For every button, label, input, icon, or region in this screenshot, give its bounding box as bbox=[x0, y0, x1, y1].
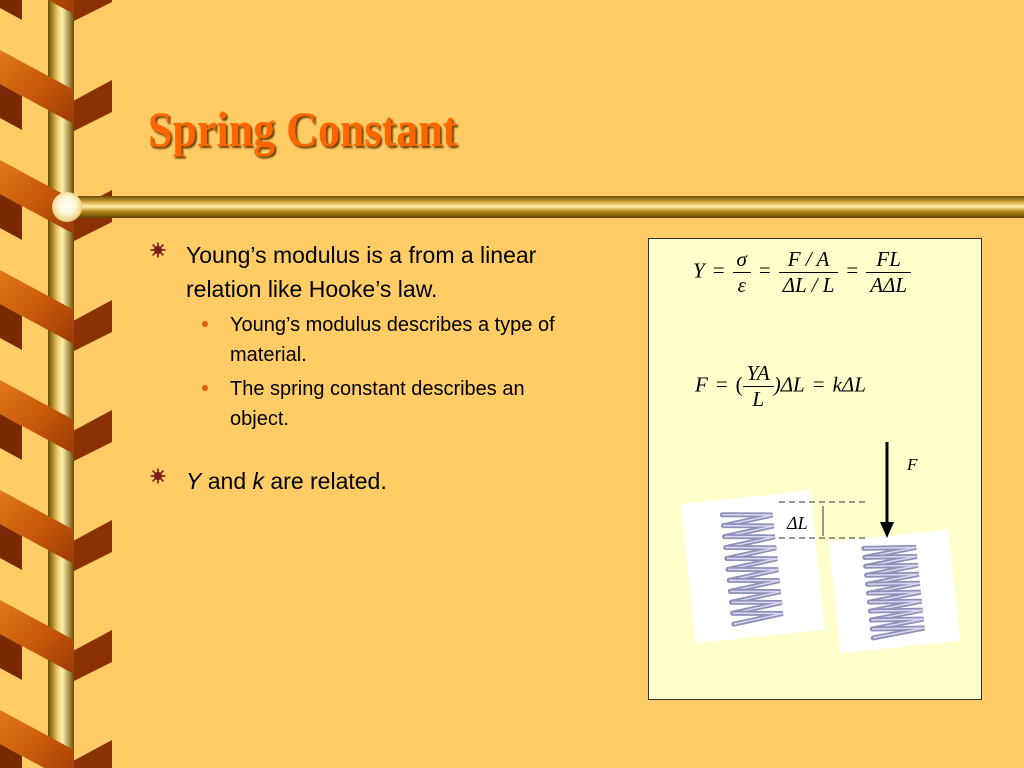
bullet-item bbox=[150, 238, 570, 306]
bullet-list bbox=[150, 238, 570, 498]
slide-title: Spring Constant bbox=[148, 101, 458, 157]
bullet-text: and bbox=[201, 468, 253, 494]
bullet-text: are related. bbox=[264, 468, 387, 494]
spring-card-right bbox=[829, 529, 960, 653]
variable-k: k bbox=[252, 468, 264, 494]
spring-diagram bbox=[649, 434, 981, 699]
snowflake-bullet-icon bbox=[150, 242, 166, 258]
delta-l-label: ΔL bbox=[787, 513, 808, 533]
sub-bullet-item bbox=[150, 374, 570, 434]
sub-bullet-item bbox=[150, 310, 570, 370]
sub-bullet-text: The spring constant describes an object. bbox=[230, 378, 525, 430]
bullet-item bbox=[150, 464, 570, 498]
sub-bullet-text: Young’s modulus describes a type of material. bbox=[230, 314, 555, 366]
title-rule-knob bbox=[52, 192, 82, 222]
title-rule-bar bbox=[60, 196, 1024, 218]
variable-y: Y bbox=[186, 468, 202, 494]
dot-bullet-icon bbox=[202, 321, 208, 327]
equation-figure bbox=[648, 238, 982, 700]
ribbon-decoration bbox=[0, 0, 112, 768]
force-label: F bbox=[907, 455, 918, 474]
spring-constant-equation: F = ( $\frac{YA}{L}$ )ΔL = kΔL bbox=[695, 361, 866, 411]
youngs-modulus-equation: Y = $\frac{\sigma}{\varepsilon}$ = $\frac{F / A}{\Delta L / L}$ = $\frac{FL}{\text{AΔL}}$ bbox=[693, 247, 911, 298]
bullet-text: Young’s modulus is a from a linear relation like Hooke’s law. bbox=[186, 242, 537, 302]
snowflake-bullet-icon bbox=[150, 468, 166, 484]
dot-bullet-icon bbox=[202, 385, 208, 391]
